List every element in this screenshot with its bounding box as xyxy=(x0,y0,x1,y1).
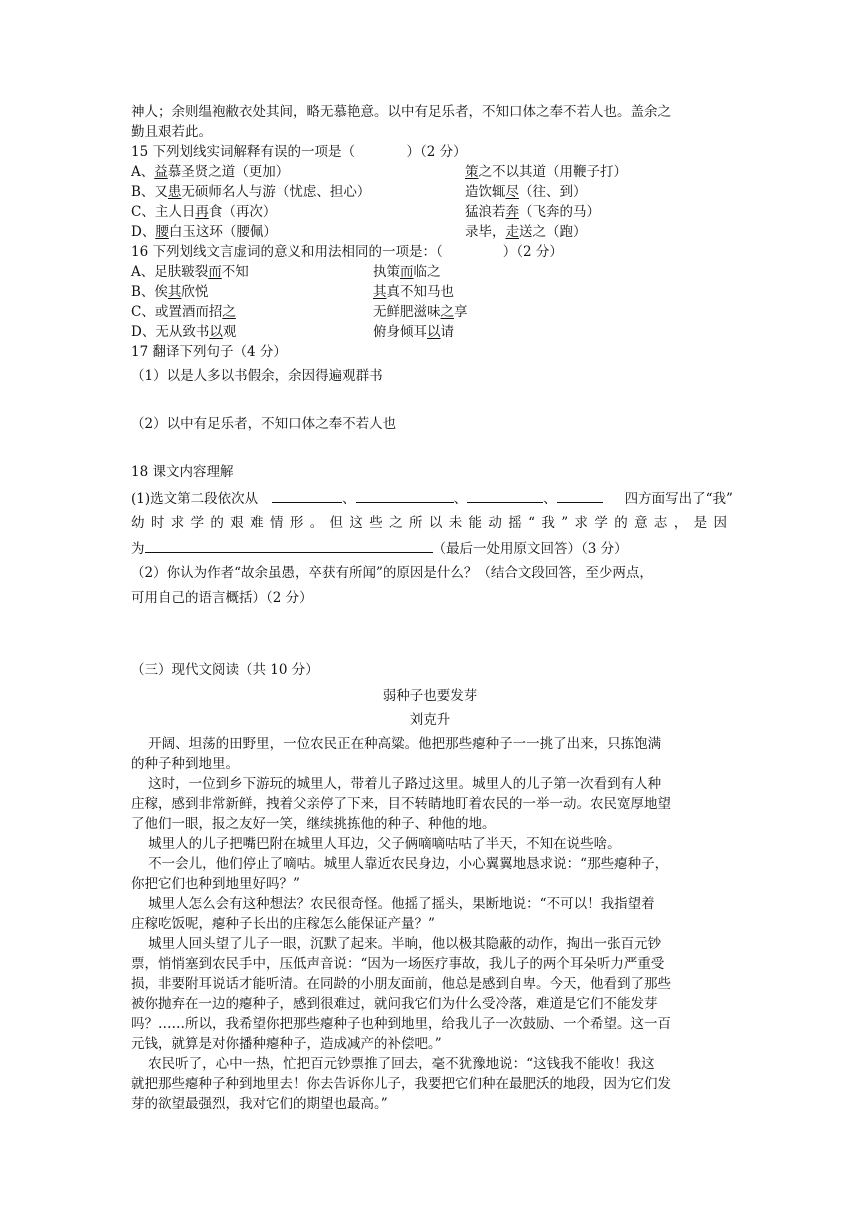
article-line: 的种子种到地里。 xyxy=(131,756,239,772)
option-text: （飞奔的马） xyxy=(519,204,600,220)
option-text: 白玉这环（腰佩） xyxy=(168,224,277,240)
option-text: 慕圣贤之道（更加） xyxy=(167,164,290,180)
underlined-word: 再 xyxy=(195,204,209,220)
article-line: 城里人的儿子把嘴巴附在城里人耳边，父子俩嘀嘀咕咕了半天，不知在说些啥。 xyxy=(131,836,621,852)
q17-sentence-1: （1）以是人多以书假余，余因得遍观群书 xyxy=(131,368,383,384)
article-line: 票，悄悄塞到农民手中，压低声音说：“因为一场医疗事故，我儿子的两个耳朵听力严重受 xyxy=(131,956,665,972)
section-heading: （三）现代文阅读（共 10 分） xyxy=(131,662,319,678)
article-title: 弱种子也要发芽 xyxy=(382,688,478,704)
q16-option-b xyxy=(131,282,208,302)
option-text: 不知 xyxy=(221,264,249,280)
option-text: 真不知马也 xyxy=(386,284,454,300)
answer-blank[interactable] xyxy=(356,488,454,503)
article-line: 庄稼，感到非常新鲜，拽着父亲停了下来，目不转睛地盯着农民的一举一动。农民宽厚地望 xyxy=(131,796,671,812)
article-line: 吗？……所以，我希望你把那些瘪种子也种到地里，给我儿子一次鼓励、一个希望。这一百 xyxy=(131,1016,671,1032)
option-text: B、又 xyxy=(131,184,168,200)
option-text: 送之（跑） xyxy=(519,224,587,240)
option-text: 俯身倾耳 xyxy=(373,324,427,340)
article-author: 刘克升 xyxy=(409,712,451,728)
option-text: 观 xyxy=(222,324,237,340)
question-text: 为 xyxy=(131,541,145,557)
option-text: 猛浪若 xyxy=(465,204,506,220)
q15-option-c xyxy=(131,202,276,222)
underlined-word: 患 xyxy=(167,184,182,200)
underlined-word: 尽 xyxy=(505,184,519,200)
q18-part2-line1: （2）你认为作者“故余虽愚，卒获有所闻”的原因是什么？（结合文段回答，至少两点， xyxy=(131,565,653,581)
underlined-word: 其 xyxy=(373,284,387,300)
q16-stem: 16 下列划线文言虚词的意义和用法相同的一项是：（ ）（2 分） xyxy=(131,244,563,260)
q16-option-d-right xyxy=(373,322,454,342)
answer-blank[interactable] xyxy=(557,488,603,503)
article-line: 被你抛弃在一边的瘪种子，感到很难过，就问我它们为什么受冷落，难道是它们不能发芽 xyxy=(131,996,658,1012)
underlined-word: 以 xyxy=(209,324,223,340)
option-text: A、 xyxy=(131,164,155,180)
underlined-word: 腰 xyxy=(155,224,169,240)
question-text: (1)选文第二段依次从 xyxy=(131,491,259,507)
answer-blank[interactable] xyxy=(467,488,543,503)
q15-option-d-right xyxy=(465,222,587,242)
underlined-word: 其 xyxy=(167,284,182,300)
q15-option-a-right xyxy=(465,162,627,182)
underlined-word: 而 xyxy=(208,264,222,280)
passage-line: 勤且艰若此。 xyxy=(131,124,212,140)
option-text: 临之 xyxy=(413,264,441,280)
q16-option-b-right xyxy=(373,282,454,302)
article-line: 元钱，就算是对你播种瘪种子，造成减产的补偿吧。” xyxy=(131,1036,442,1052)
passage-line: 神人；余则缊袍敝衣处其间，略无慕艳意。以中有足乐者，不知口体之奉不若人也。盖余之 xyxy=(131,104,671,120)
option-text: 录毕， xyxy=(465,224,506,240)
article-line: 你把它们也种到地里好吗？” xyxy=(131,876,300,892)
q18-part1-line3 xyxy=(131,538,628,559)
option-text: 无鲜肥滋味 xyxy=(373,304,441,320)
q15-option-b xyxy=(131,182,370,202)
article-line: 开阔、坦荡的田野里，一位农民正在种高粱。他把那些瘪种子一一挑了出来，只拣饱满 xyxy=(131,736,662,752)
article-line: 城里人回头望了儿子一眼，沉默了起来。半晌，他以极其隐蔽的动作，掏出一张百元钞 xyxy=(131,936,662,952)
option-text: 食（再次） xyxy=(208,204,277,220)
option-text: C、主人日 xyxy=(131,204,196,220)
q18-stem: 18 课文内容理解 xyxy=(131,464,234,480)
q18-part2-line2: 可用自己的语言概括）（2 分） xyxy=(131,590,313,606)
underlined-word: 走 xyxy=(505,224,519,240)
article-line: 不一会儿，他们停止了嘀咕。城里人靠近农民身边，小心翼翼地恳求说：“那些瘪种子， xyxy=(131,856,669,872)
q15-option-d xyxy=(131,222,277,242)
article-line: 城里人怎么会有这种想法？农民很奇怪。他摇了摇头，果断地说：“不可以！我指望着 xyxy=(131,896,655,912)
option-text: 请 xyxy=(440,324,454,340)
q15-stem: 15 下列划线实词解释有误的一项是（ ）（2 分） xyxy=(131,144,467,160)
underlined-word: 以 xyxy=(427,324,441,340)
article-line: 就把那些瘪种子种到地里去！你去告诉你儿子，我要把它们种在最肥沃的地段，因为它们发 xyxy=(131,1076,671,1092)
article-line: 这时，一位到乡下游玩的城里人，带着儿子路过这里。城里人的儿子第一次看到有人种 xyxy=(131,776,662,792)
answer-blank[interactable] xyxy=(145,538,433,553)
q17-sentence-2: （2）以中有足乐者，不知口体之奉不若人也 xyxy=(131,416,397,432)
underlined-word: 策 xyxy=(465,164,479,180)
option-text: D、无从致书 xyxy=(131,324,210,340)
underlined-word: 之 xyxy=(222,304,236,320)
q18-part1-line1 xyxy=(131,488,733,509)
article-line: 了他们一眼，报之友好一笑，继续挑拣他的种子、种他的地。 xyxy=(131,816,496,832)
q16-option-a xyxy=(131,262,249,282)
q16-option-c xyxy=(131,302,236,322)
option-text: 欣悦 xyxy=(181,284,209,300)
article-line: 农民听了，心中一热，忙把百元钞票推了回去，毫不犹豫地说：“这钱我不能收！我这 xyxy=(131,1056,655,1072)
option-text: 无硕师名人与游（忧虑、担心） xyxy=(181,184,371,200)
q15-option-a xyxy=(131,162,289,182)
q18-part1-line2: 幼时求学的艰难情形。但这些之所以未能动摇“我”求学的意志，是因 xyxy=(131,515,727,531)
underlined-word: 之 xyxy=(440,304,454,320)
q15-option-c-right xyxy=(465,202,600,222)
separator: 、 xyxy=(342,491,356,507)
question-text: （最后一处用原文回答）（3 分） xyxy=(432,541,628,557)
option-text: 享 xyxy=(454,304,468,320)
underlined-word: 奔 xyxy=(505,204,519,220)
option-text: D、 xyxy=(131,224,156,240)
underlined-word: 益 xyxy=(154,164,168,180)
separator: 、 xyxy=(543,491,557,507)
underlined-word: 而 xyxy=(400,264,414,280)
option-text: （往、到） xyxy=(519,184,587,200)
option-text: B、俟 xyxy=(131,284,168,300)
q15-option-b-right xyxy=(465,182,587,202)
option-text: 造饮辄 xyxy=(465,184,506,200)
question-text: 四方面写出了“我” xyxy=(624,491,733,507)
option-text: 执策 xyxy=(373,264,400,280)
article-line: 芽的欲望最强烈，我对它们的期望也最高。” xyxy=(131,1096,388,1112)
answer-blank[interactable] xyxy=(272,488,342,503)
q16-option-c-right xyxy=(373,302,468,322)
option-text: A、足肤皲裂 xyxy=(131,264,209,280)
option-text: 之不以其道（用鞭子打） xyxy=(478,164,627,180)
q16-option-d xyxy=(131,322,236,342)
article-line: 损，非要附耳说话才能听清。在同龄的小朋友面前，他总是感到自卑。今天，他看到了那些 xyxy=(131,976,671,992)
q17-stem: 17 翻译下列句子（4 分） xyxy=(131,344,287,360)
article-line: 庄稼吃饭呢，瘪种子长出的庄稼怎么能保证产量？” xyxy=(131,916,435,932)
option-text: C、或置酒而招 xyxy=(131,304,223,320)
q16-option-a-right xyxy=(373,262,441,282)
separator: 、 xyxy=(453,491,468,507)
